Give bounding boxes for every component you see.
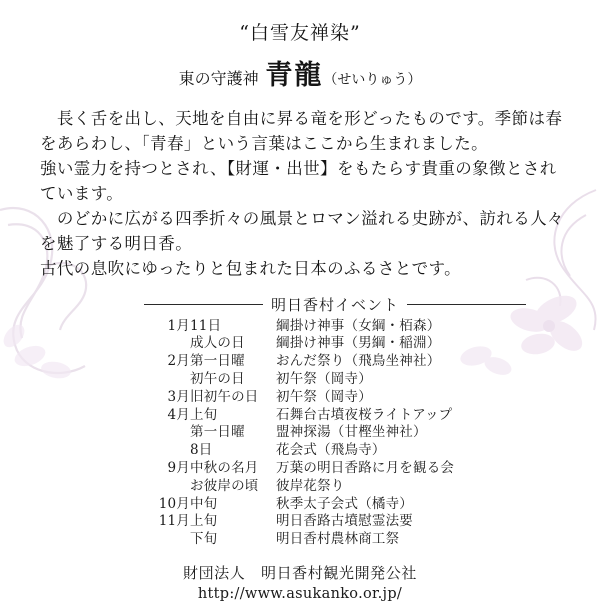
event-desc: 石舞台古墳夜桜ライトアップ: [276, 406, 453, 423]
event-month: 2月: [167, 353, 190, 370]
events-table: [144, 318, 454, 550]
event-month: 3月: [167, 388, 190, 405]
event-desc: 綱掛け神事（女綱・栢森）: [276, 317, 441, 334]
events-title: 明日香村イベント: [271, 295, 400, 314]
table-row: [144, 335, 454, 353]
heading-rule-left: [144, 304, 263, 305]
footer: [34, 563, 566, 605]
event-day: 第一日曜: [190, 424, 245, 441]
event-day: 上旬: [190, 513, 218, 530]
event-desc: 万葉の明日香路に月を観る会: [276, 460, 455, 477]
event-day: 下旬: [190, 531, 218, 548]
event-month: 10月: [158, 495, 190, 512]
body-paragraph: のどかに広がる四季折々の風景とロマン溢れる史跡が、訪れる人々を魅了する明日香。: [40, 209, 564, 254]
event-desc: おんだ祭り（飛鳥坐神社）: [276, 353, 441, 370]
table-row: [144, 424, 454, 442]
body-paragraph: 長く舌を出し、天地を自由に昇る竜を形どったものです。季節は春をあらわし、「青春」という言葉はここから生まれました。: [40, 109, 563, 154]
title-block: [34, 18, 566, 92]
event-desc: 明日香路古墳慰霊法要: [276, 513, 413, 530]
event-day: お彼岸の頃: [190, 477, 259, 494]
event-month: 11月: [158, 513, 190, 530]
event-month: 4月: [167, 406, 190, 423]
event-desc: 綱掛け神事（男綱・稲淵）: [276, 335, 441, 352]
event-day: 8日: [190, 442, 213, 459]
event-day: 11日: [190, 317, 222, 334]
events-section: [34, 294, 566, 550]
event-day: 上旬: [190, 406, 218, 423]
event-desc: 花会式（飛鳥寺）: [276, 442, 386, 459]
table-row: [144, 389, 454, 407]
subtitle-main: 青龍: [265, 60, 324, 91]
event-month: [144, 424, 190, 442]
table-row: [144, 478, 454, 496]
event-day: 中秋の名月: [190, 460, 259, 477]
event-day: 成人の日: [190, 335, 245, 352]
table-row: [144, 496, 454, 514]
table-row: [144, 442, 454, 460]
body-paragraph: 古代の息吹にゆったりと包まれた日本のふるさとです。: [40, 259, 462, 279]
events-heading-row: [144, 294, 526, 315]
event-month: [144, 442, 190, 460]
page-title: “白雪友禅染”: [239, 22, 361, 44]
event-month: [144, 371, 190, 389]
event-desc: 初午祭（岡寺）: [276, 370, 372, 387]
event-desc: 彼岸花祭り: [276, 477, 345, 494]
event-day: 第一日曜: [190, 353, 245, 370]
website-url[interactable]: http://www.asukanko.or.jp/: [197, 586, 403, 603]
event-month: [144, 335, 190, 353]
subtitle-prefix: 東の守護神: [178, 69, 259, 88]
heading-rule-right: [407, 304, 526, 305]
body-text: [34, 106, 566, 282]
table-row: [144, 371, 454, 389]
body-paragraph: 強い霊力を持つとされ、【財運・出世】をもたらす貴重の象徴とされています。: [40, 159, 557, 204]
event-desc: 初午祭（岡寺）: [276, 388, 372, 405]
event-desc: 秋季太子会式（橘寺）: [276, 495, 413, 512]
table-row: [144, 353, 454, 371]
event-desc: 明日香村農林商工祭: [276, 531, 400, 548]
event-day: 中旬: [190, 495, 218, 512]
subtitle-reading: （せいりゅう）: [323, 72, 422, 88]
event-month: 9月: [167, 460, 190, 477]
event-day: 旧初午の日: [190, 388, 259, 405]
table-row: [144, 531, 454, 549]
table-row: [144, 318, 454, 336]
table-row: [144, 513, 454, 531]
page-subtitle: [34, 53, 566, 92]
event-desc: 盟神探湯（甘樫坐神社）: [276, 424, 427, 441]
event-day: 初午の日: [190, 370, 245, 387]
table-row: [144, 407, 454, 425]
organization-name: 財団法人 明日香村観光開発公社: [182, 564, 417, 583]
event-month: [144, 531, 190, 549]
table-row: [144, 460, 454, 478]
event-month: 1月: [167, 317, 190, 334]
event-month: [144, 478, 190, 496]
